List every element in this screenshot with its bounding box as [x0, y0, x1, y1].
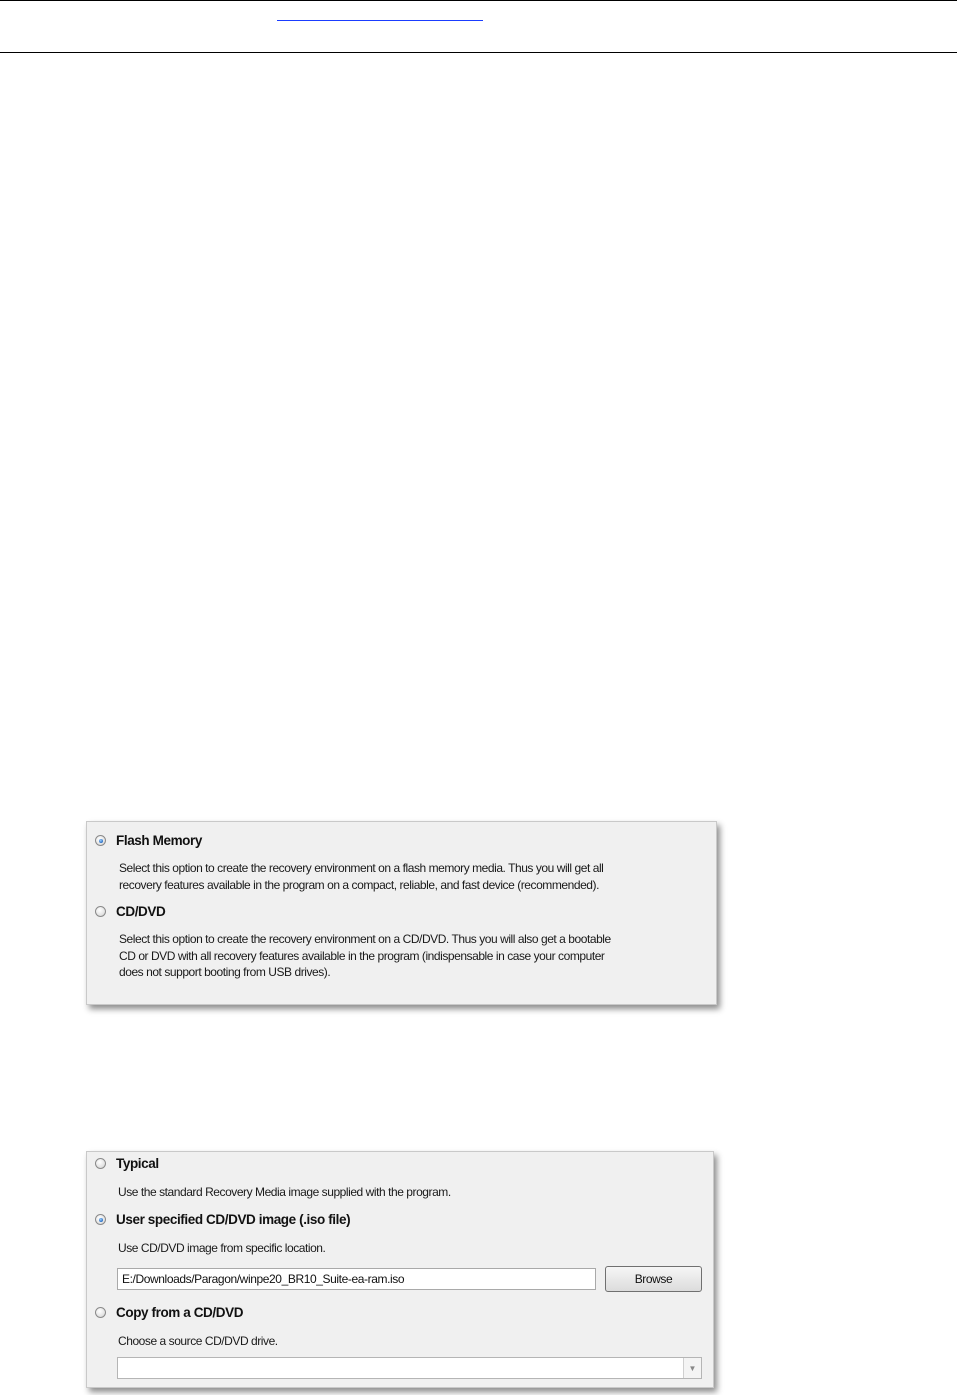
header-bottom-rule	[0, 52, 957, 53]
option-description: Use CD/DVD image from specific location.	[118, 1241, 326, 1255]
header-link-underline[interactable]	[277, 20, 483, 21]
media-type-panel	[86, 821, 717, 1005]
header-top-rule	[0, 0, 957, 1]
description-line: does not support booting from USB drives).	[119, 965, 331, 979]
option-copy-cd[interactable]	[95, 1305, 243, 1320]
option-label: Flash Memory	[116, 833, 202, 848]
image-source-panel	[86, 1151, 714, 1388]
option-cd-dvd[interactable]	[95, 904, 165, 919]
description-line: Select this option to create the recovery environment on a flash memory media. Thus you will get all	[119, 861, 604, 875]
option-description	[119, 931, 611, 981]
option-label: Typical	[116, 1156, 159, 1171]
chevron-down-icon[interactable]: ▼	[683, 1358, 701, 1378]
radio-unchecked-icon[interactable]	[95, 1307, 106, 1318]
option-user-iso[interactable]	[95, 1212, 350, 1227]
radio-unchecked-icon[interactable]	[95, 906, 106, 917]
option-typical[interactable]	[95, 1156, 159, 1171]
option-label: CD/DVD	[116, 904, 166, 919]
radio-unchecked-icon[interactable]	[95, 1158, 106, 1169]
browse-button[interactable]: Browse	[605, 1266, 702, 1292]
description-line: Select this option to create the recovery environment on a CD/DVD. Thus you will also get a bootable	[119, 932, 611, 946]
option-description: Choose a source CD/DVD drive.	[118, 1334, 278, 1348]
option-label: Copy from a CD/DVD	[116, 1305, 244, 1320]
radio-checked-icon[interactable]	[95, 835, 106, 846]
description-line: recovery features available in the program on a compact, reliable, and fast device (recommended).	[119, 877, 599, 892]
cd-drive-select[interactable]	[117, 1357, 702, 1379]
option-label: User specified CD/DVD image (.iso file)	[116, 1212, 351, 1227]
option-description	[119, 860, 603, 893]
option-description: Use the standard Recovery Media image supplied with the program.	[118, 1185, 451, 1199]
option-flash-memory[interactable]	[95, 833, 202, 848]
description-line: CD or DVD with all recovery features available in the program (indispensable in case your computer	[119, 948, 605, 963]
iso-path-input[interactable]	[117, 1268, 596, 1290]
radio-checked-icon[interactable]	[95, 1214, 106, 1225]
